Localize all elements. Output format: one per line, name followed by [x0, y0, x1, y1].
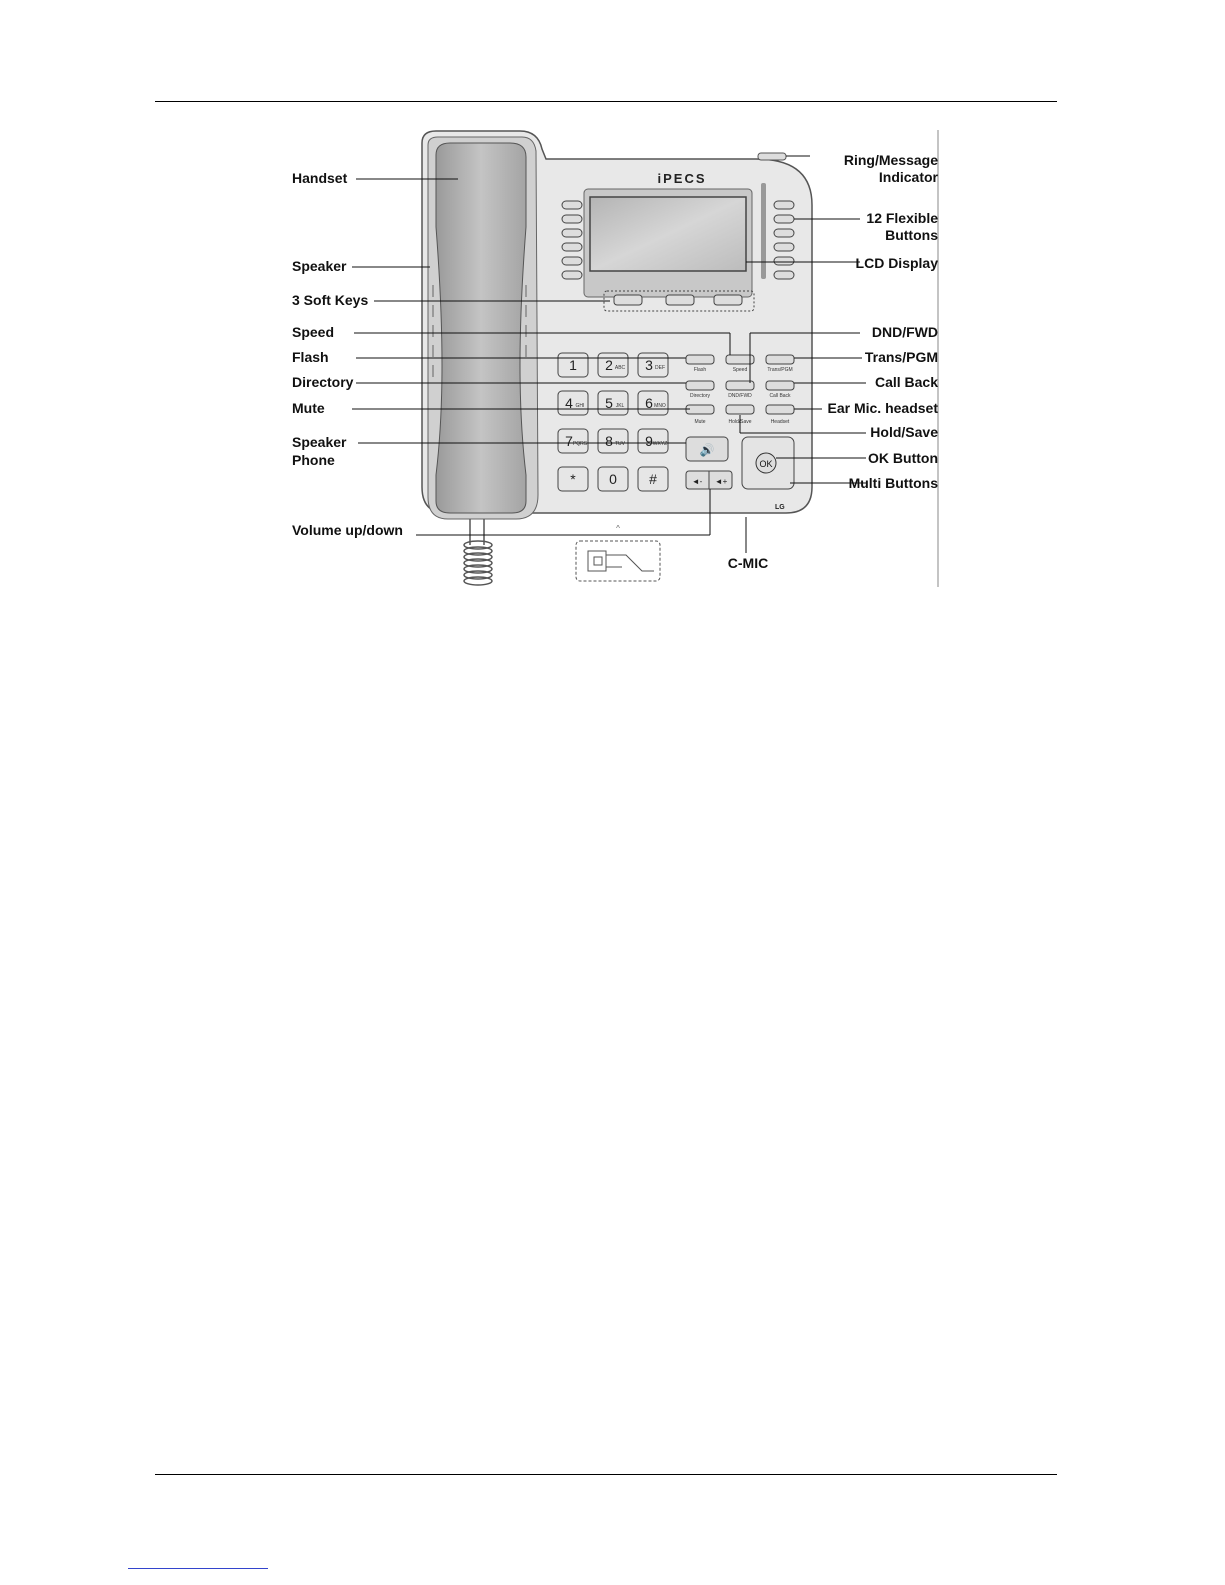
label-volume: Volume up/down — [292, 522, 403, 538]
label-flex-2: Buttons — [885, 227, 938, 243]
label-mute: Mute — [292, 400, 325, 416]
directory-key-label: Directory — [689, 393, 711, 399]
label-cmic: C-MIC — [727, 555, 769, 571]
flash-key — [686, 355, 714, 364]
label-speed: Speed — [292, 324, 335, 340]
label-trans: Trans/PGM — [864, 349, 938, 365]
header-rule — [155, 101, 1057, 102]
dial-key-digit: * — [570, 471, 576, 487]
phone-diagram — [270, 125, 945, 587]
speed-key-label: Speed — [732, 367, 748, 373]
dial-key-digit: 6 — [645, 395, 653, 411]
dial-key-letters: WXYZ — [652, 441, 668, 447]
label-multi: Multi Buttons — [848, 475, 938, 491]
trans-pgm-key — [766, 355, 794, 364]
brand-logo: iPECS — [657, 171, 707, 186]
dial-key-letters: MNO — [654, 403, 666, 409]
call-back-key — [766, 381, 794, 390]
label-flash: Flash — [292, 349, 329, 365]
dial-key-letters: JKL — [615, 403, 625, 409]
label-ok: OK Button — [868, 450, 938, 466]
ring-indicator — [758, 153, 786, 160]
soft-key-2 — [666, 295, 694, 305]
directory-key — [686, 381, 714, 390]
svg-text:◄-: ◄- — [691, 477, 703, 486]
svg-text:🔊: 🔊 — [699, 443, 715, 457]
label-handset: Handset — [292, 170, 348, 186]
dial-key-digit: 2 — [605, 357, 613, 373]
label-speaker-phone-1: Speaker — [292, 434, 347, 450]
dial-key-letters: TUV — [615, 441, 625, 447]
label-dnd: DND/FWD — [871, 324, 938, 340]
dial-key-letters: DEF — [655, 365, 665, 371]
lg-logo: LG — [775, 504, 785, 511]
headset-key-label: Headset — [770, 419, 790, 425]
soft-key-1 — [614, 295, 642, 305]
svg-text:◄+: ◄+ — [714, 477, 728, 486]
lcd-display — [590, 197, 746, 271]
dial-key-letters: GHI — [575, 403, 585, 409]
handset — [436, 143, 526, 513]
label-ring-2: Indicator — [878, 169, 938, 185]
mute-key-label: Mute — [694, 419, 706, 425]
headset-key — [766, 405, 794, 414]
handset-cord — [464, 519, 492, 585]
dial-key-letters: ABC — [614, 365, 626, 371]
label-callback: Call Back — [874, 374, 938, 390]
dial-key-digit: 1 — [569, 357, 577, 373]
label-soft-keys: 3 Soft Keys — [292, 292, 369, 308]
footer-link-underline[interactable] — [128, 1568, 268, 1569]
flash-key-label: Flash — [693, 367, 707, 373]
hold-key-label: Hold/Save — [728, 419, 752, 425]
callback-key-label: Call Back — [769, 393, 791, 399]
dial-key-digit: 3 — [645, 357, 653, 373]
trans-key-label: Trans/PGM — [767, 367, 793, 373]
dial-key-digit: 8 — [605, 433, 613, 449]
label-hold: Hold/Save — [870, 424, 938, 440]
label-speaker: Speaker — [292, 258, 347, 274]
soft-keys — [614, 295, 742, 305]
hold-save-key — [726, 405, 754, 414]
label-ring-1: Ring/Message — [843, 152, 938, 168]
dial-key-letters: PQRS — [572, 441, 588, 447]
dial-key-digit: 4 — [565, 395, 573, 411]
dial-key-digit: # — [649, 471, 657, 487]
ok-key-label: OK — [759, 459, 773, 469]
footer-rule — [155, 1474, 1057, 1475]
dial-key-digit: 5 — [605, 395, 613, 411]
mute-key — [686, 405, 714, 414]
label-lcd: LCD Display — [855, 255, 938, 271]
dial-key-digit: 9 — [645, 433, 653, 449]
dial-key-digit: 0 — [609, 471, 617, 487]
connector-inset — [576, 541, 660, 581]
label-speaker-phone-2: Phone — [292, 452, 335, 468]
label-ear: Ear Mic. headset — [827, 400, 938, 416]
label-directory: Directory — [292, 374, 354, 390]
svg-text:^: ^ — [616, 524, 620, 533]
soft-key-3 — [714, 295, 742, 305]
label-flex-1: 12 Flexible — [866, 210, 938, 226]
dial-key-digit: 7 — [565, 433, 573, 449]
dnd-key-label: DND/FWD — [728, 393, 752, 399]
